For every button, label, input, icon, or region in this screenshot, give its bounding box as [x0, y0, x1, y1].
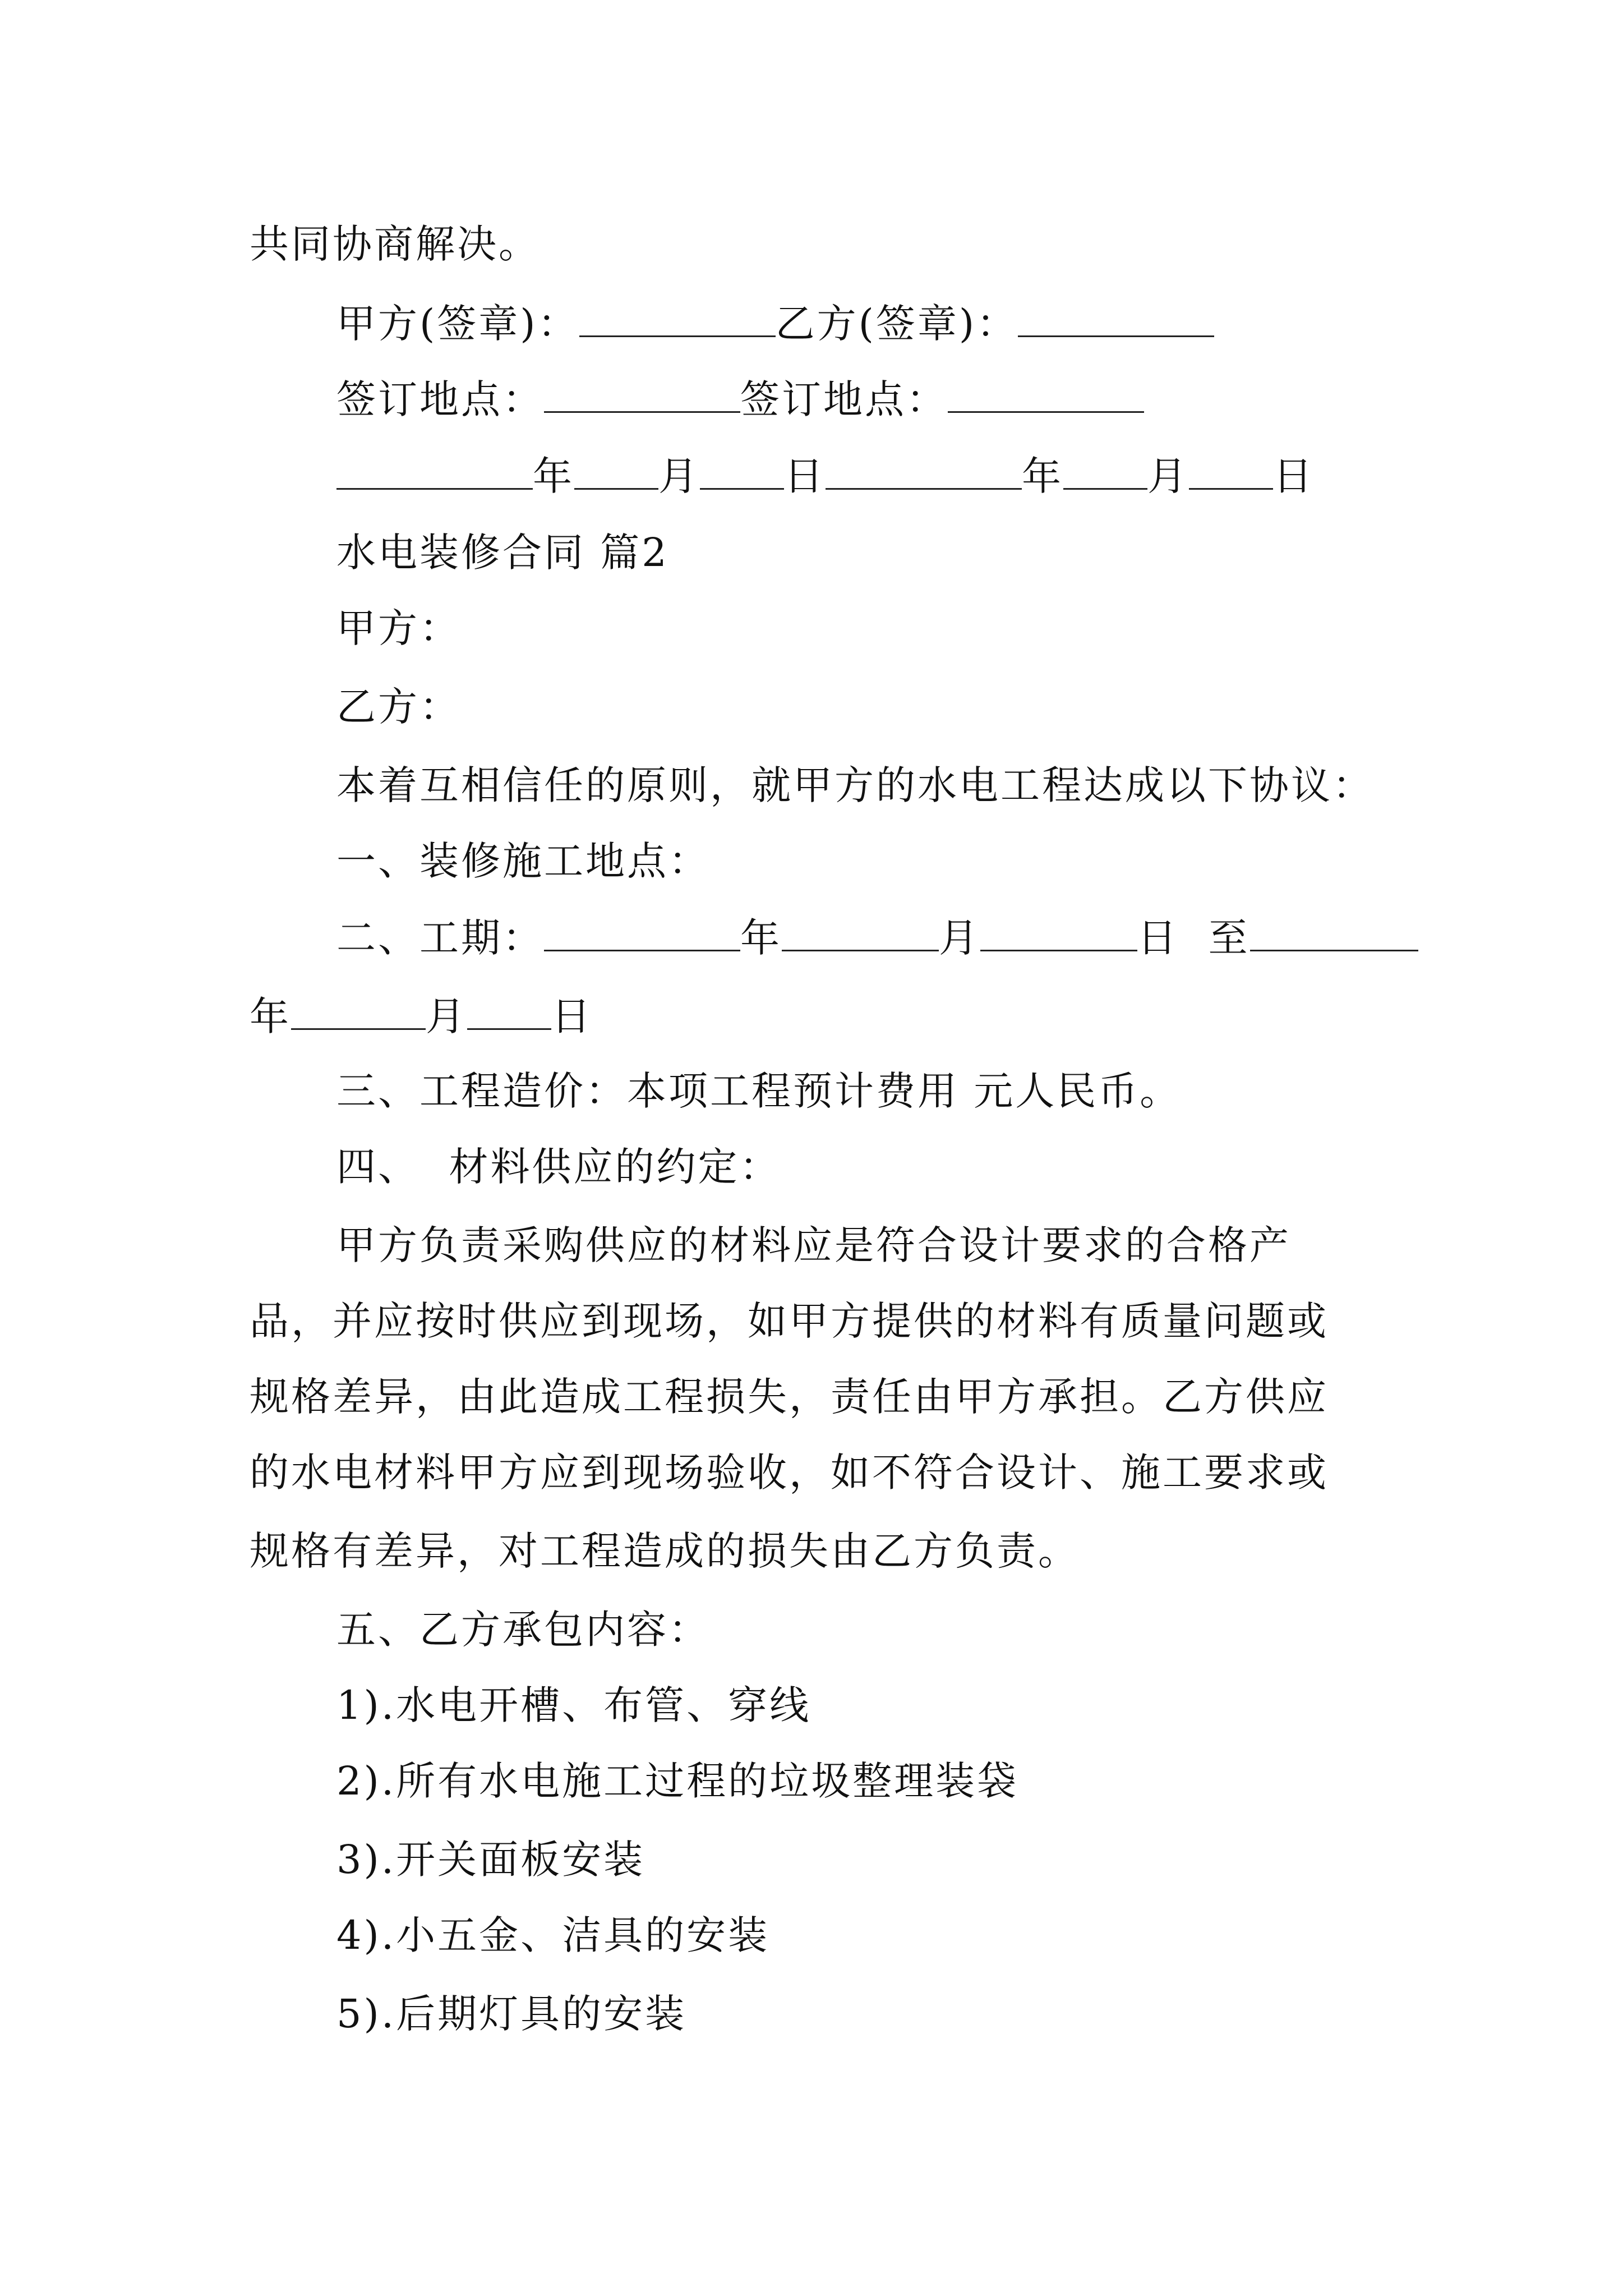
party-a-place-label: 签订地点：	[336, 376, 544, 422]
party-b-line	[336, 684, 461, 730]
party-a-signature-label: 甲方(签章)：	[336, 301, 579, 347]
party-b-signature-blank	[1018, 303, 1214, 337]
party-b-place-label: 签订地点：	[740, 376, 948, 422]
scope-item-4-text: 4).小五金、洁具的安装	[336, 1912, 770, 1958]
paragraph-line-3	[250, 1374, 1329, 1420]
paragraph-line-1-text: 甲方负责采购供应的材料应是符合设计要求的合格产	[336, 1222, 1291, 1268]
scope-item-5	[336, 1991, 687, 2037]
to-label: 至	[1208, 915, 1250, 961]
scope-item-1-text: 1).水电开槽、布管、穿线	[336, 1682, 811, 1728]
item-5-text: 五、乙方承包内容：	[336, 1607, 710, 1653]
party-a-place-blank	[544, 379, 740, 413]
intro-text: 本着互相信任的原则，就甲方的水电工程达成以下协议：	[336, 762, 1374, 808]
paragraph-line-1	[336, 1222, 1291, 1268]
closing-line	[250, 221, 540, 267]
item-1	[336, 838, 710, 884]
end-day-blank	[467, 996, 551, 1030]
start-year-blank	[544, 917, 740, 951]
start-day-blank	[980, 917, 1137, 951]
party-b-place-blank	[948, 379, 1144, 413]
party-b-month-blank	[1063, 455, 1147, 490]
party-b-day-blank	[1189, 455, 1273, 490]
party-a-year-blank	[336, 455, 533, 490]
year-label: 年	[533, 453, 574, 499]
scope-item-2-text: 2).所有水电施工过程的垃圾整理装袋	[336, 1758, 1019, 1804]
item-1-text: 一、装修施工地点：	[336, 838, 710, 884]
paragraph-line-5-text: 规格有差异，对工程造成的损失由乙方负责。	[250, 1528, 1080, 1574]
day-label: 日	[1137, 915, 1179, 961]
paragraph-line-5	[250, 1528, 1080, 1574]
section-title	[336, 530, 669, 576]
signing-date-line	[336, 453, 1315, 499]
paragraph-line-2-text: 品，并应按时供应到现场，如甲方提供的材料有质量问题或	[250, 1298, 1329, 1344]
intro-line	[336, 762, 1374, 808]
scope-item-3	[336, 1837, 645, 1883]
paragraph-line-4	[250, 1450, 1329, 1496]
item-3	[336, 1068, 1182, 1114]
party-a-label: 甲方：	[336, 605, 461, 651]
paragraph-line-4-text: 的水电材料甲方应到现场验收，如不符合设计、施工要求或	[250, 1450, 1329, 1496]
scope-item-3-text: 3).开关面板安装	[336, 1837, 645, 1883]
scope-item-1	[336, 1682, 811, 1728]
signing-place-line	[336, 376, 1144, 422]
month-label: 月	[426, 993, 467, 1039]
party-b-signature-label: 乙方(签章)：	[775, 301, 1018, 347]
start-month-blank	[782, 917, 939, 951]
party-a-signature-blank	[579, 303, 776, 337]
item-5	[336, 1607, 710, 1653]
section-title-text: 水电装修合同 篇2	[336, 530, 669, 576]
item-4	[336, 1144, 781, 1190]
item-2-prefix: 二、工期：	[336, 915, 544, 961]
end-year-blank	[1250, 917, 1418, 951]
party-a-line	[336, 605, 461, 651]
month-label: 月	[1147, 453, 1189, 499]
item-2-continued	[250, 993, 593, 1039]
item-3-text: 三、工程造价：本项工程预计费用 元人民币。	[336, 1068, 1182, 1114]
year-label: 年	[740, 915, 782, 961]
party-a-month-blank	[574, 455, 658, 490]
year-label: 年	[1022, 453, 1063, 499]
day-label: 日	[784, 453, 826, 499]
year-label: 年	[250, 993, 291, 1039]
item-4-text: 四、 材料供应的约定：	[336, 1144, 781, 1190]
party-a-day-blank	[700, 455, 784, 490]
closing-text: 共同协商解决。	[250, 221, 540, 267]
month-label: 月	[658, 453, 700, 499]
day-label: 日	[1273, 453, 1315, 499]
party-b-year-blank	[826, 455, 1022, 490]
signature-line	[336, 301, 1214, 347]
paragraph-line-2	[250, 1298, 1329, 1344]
day-label: 日	[551, 993, 593, 1039]
end-month-blank	[291, 996, 426, 1030]
item-2	[336, 915, 1418, 961]
scope-item-2	[336, 1758, 1019, 1804]
party-b-label: 乙方：	[336, 684, 461, 730]
month-label: 月	[939, 915, 980, 961]
scope-item-4	[336, 1912, 770, 1958]
paragraph-line-3-text: 规格差异，由此造成工程损失，责任由甲方承担。乙方供应	[250, 1374, 1329, 1420]
scope-item-5-text: 5).后期灯具的安装	[336, 1991, 687, 2037]
